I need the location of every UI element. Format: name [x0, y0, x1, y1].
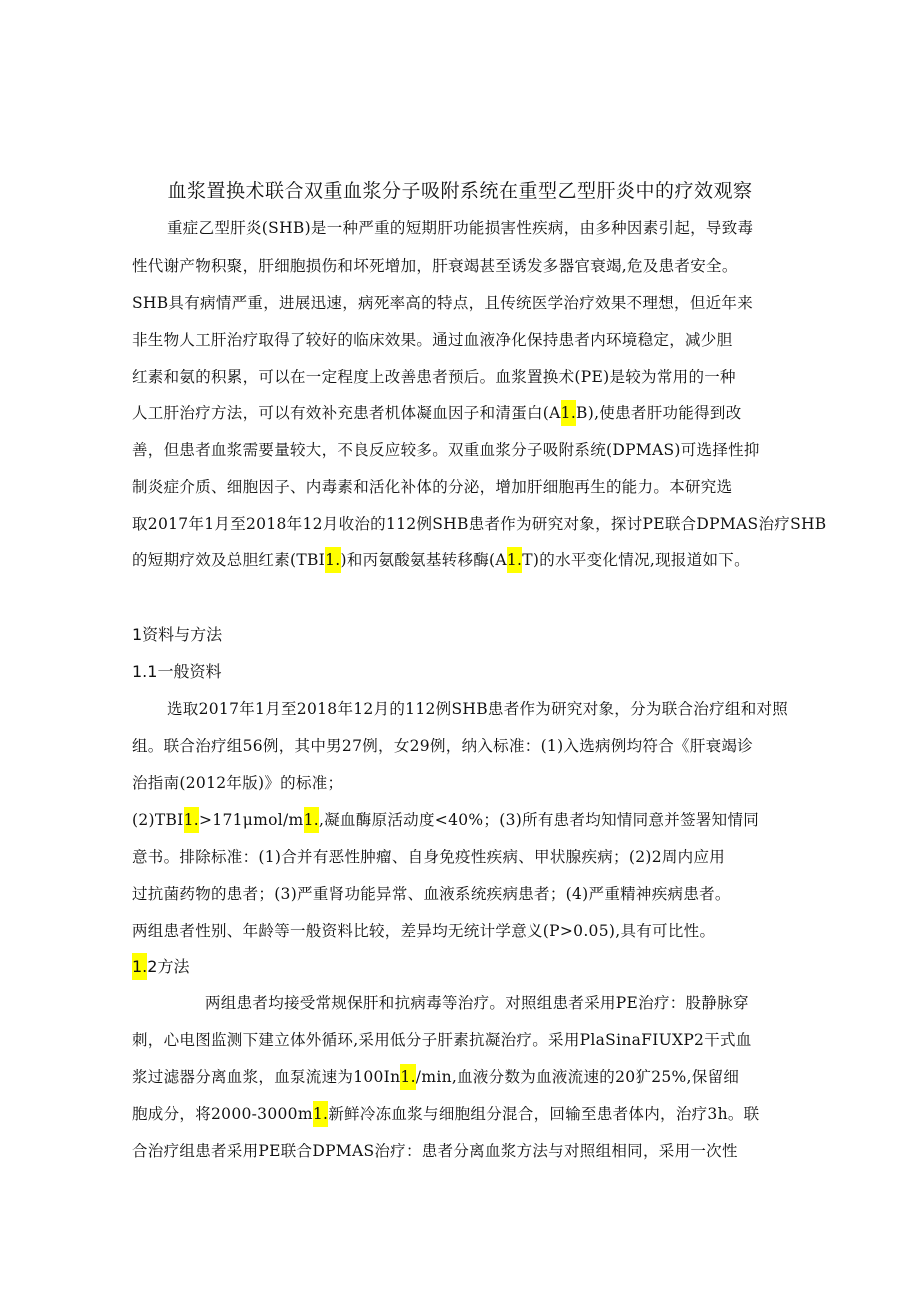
highlight-mark: 1. — [561, 400, 576, 426]
highlight-mark: 1. — [313, 1101, 328, 1127]
p1-line-5: 意书。排除标准：(1)合并有恶性肿瘤、自身免疫性疾病、甲状腺疾病；(2)2周内应用 — [132, 848, 726, 866]
p1-line-2: 组。联合治疗组56例，其中男27例，女29例，纳入标准：(1)入选病例均符合《肝衰竭诊 — [132, 737, 754, 755]
p2-line-4-text-b: 新鲜冷冻血浆与细胞组分混合，回输至患者体内，治疗3h。联 — [328, 1105, 760, 1123]
highlight-mark: 1. — [507, 547, 522, 573]
intro-line-3: SHB具有病情严重，进展迅速，病死率高的特点，且传统医学治疗效果不理想，但近年来 — [132, 294, 754, 312]
p1-line-4-text-b: >171μmol/m — [199, 811, 304, 829]
intro-line-5: 红素和氨的积累，可以在一定程度上改善患者预后。血浆置换术(PE)是较为常用的一种 — [132, 368, 736, 386]
document-title: 血浆置换术联合双重血浆分子吸附系统在重型乙型肝炎中的疗效观察 — [167, 180, 753, 202]
p1-line-4-text-a: (2)TBI — [132, 811, 184, 829]
p1-line-7: 两组患者性别、年龄等一般资料比较，差异均无统计学意义(P>0.05),具有可比性。 — [132, 922, 716, 940]
p2-line-5: 合治疗组患者采用PE联合DPMAS治疗：患者分离血浆方法与对照组相同，采用一次性 — [132, 1142, 738, 1160]
intro-line-10-text-b: )和丙氨酸氨基转移酶(A — [340, 551, 507, 569]
subsection-heading-1-1: 1.1一般资料 — [132, 662, 222, 681]
p1-line-1: 选取2017年1月至2018年12月的112例SHB患者作为研究对象，分为联合治疗组和对照 — [167, 700, 789, 718]
p2-line-2: 刺，心电图监测下建立体外循环,采用低分子肝素抗凝治疗。采用PlaSinaFIUXP2干式血 — [132, 1031, 752, 1049]
subsection-heading-1-2 — [132, 955, 189, 979]
intro-line-6-text-a: 人工肝治疗方法，可以有效补充患者机体凝血因子和清蛋白(A — [132, 404, 561, 422]
p1-line-4 — [132, 808, 759, 832]
p2-line-3 — [132, 1065, 739, 1089]
intro-line-10-text-c: T)的水平变化情况,现报道如下。 — [522, 551, 750, 569]
p2-line-3-text-a: 浆过滤器分离血浆，血泵流速为100In — [132, 1068, 401, 1086]
p2-line-1: 两组患者均接受常规保肝和抗病毒等治疗。对照组患者采用PE治疗：股静脉穿 — [205, 994, 749, 1012]
intro-line-4: 非生物人工肝治疗取得了较好的临床效果。通过血液净化保持患者内环境稳定，减少胆 — [132, 331, 733, 349]
intro-line-1: 重症乙型肝炎(SHB)是一种严重的短期肝功能损害性疾病，由多种因素引起，导致毒 — [167, 219, 754, 237]
highlight-mark: 1. — [325, 547, 340, 573]
highlight-mark: 1. — [184, 807, 199, 833]
intro-line-8: 制炎症介质、细胞因子、内毒素和活化补体的分泌，增加肝细胞再生的能力。本研究选 — [132, 478, 733, 496]
intro-line-10 — [132, 548, 750, 572]
intro-line-6-text-b: B),使患者肝功能得到改 — [576, 404, 742, 422]
p1-line-3: 治指南(2012年版)》的标准； — [132, 774, 344, 792]
highlight-mark: 1. — [400, 1064, 415, 1090]
highlight-mark: 1. — [304, 807, 319, 833]
p1-line-4-text-c: ,凝血酶原活动度<40%；(3)所有患者均知情同意并签署知情同 — [318, 811, 760, 829]
highlight-mark: 1. — [132, 953, 147, 980]
intro-line-7: 善，但患者血浆需要量较大，不良反应较多。双重血浆分子吸附系统(DPMAS)可选择性抑 — [132, 441, 760, 459]
subsection-heading-1-2-text: 2方法 — [147, 957, 190, 976]
intro-line-6 — [132, 401, 742, 425]
section-heading: 1资料与方法 — [132, 625, 223, 644]
p2-line-4-text-a: 胞成分，将2000-3000m — [132, 1105, 313, 1123]
p2-line-4 — [132, 1102, 759, 1126]
p2-line-3-text-b: /min,血液分数为血液流速的20犷25%,保留细 — [415, 1068, 740, 1086]
p1-line-6: 过抗菌药物的患者；(3)严重肾功能异常、血液系统疾病患者；(4)严重精神疾病患者。 — [132, 885, 731, 903]
intro-line-2: 性代谢产物积聚，肝细胞损伤和坏死增加，肝衰竭甚至诱发多器官衰竭,危及患者安全。 — [132, 257, 738, 275]
intro-line-10-text-a: 的短期疗效及总胆红素(TBI — [132, 551, 326, 569]
intro-line-9: 取2017年1月至2018年12月收治的112例SHB患者作为研究对象，探讨PE联合DPMAS治疗SHB — [132, 515, 827, 533]
